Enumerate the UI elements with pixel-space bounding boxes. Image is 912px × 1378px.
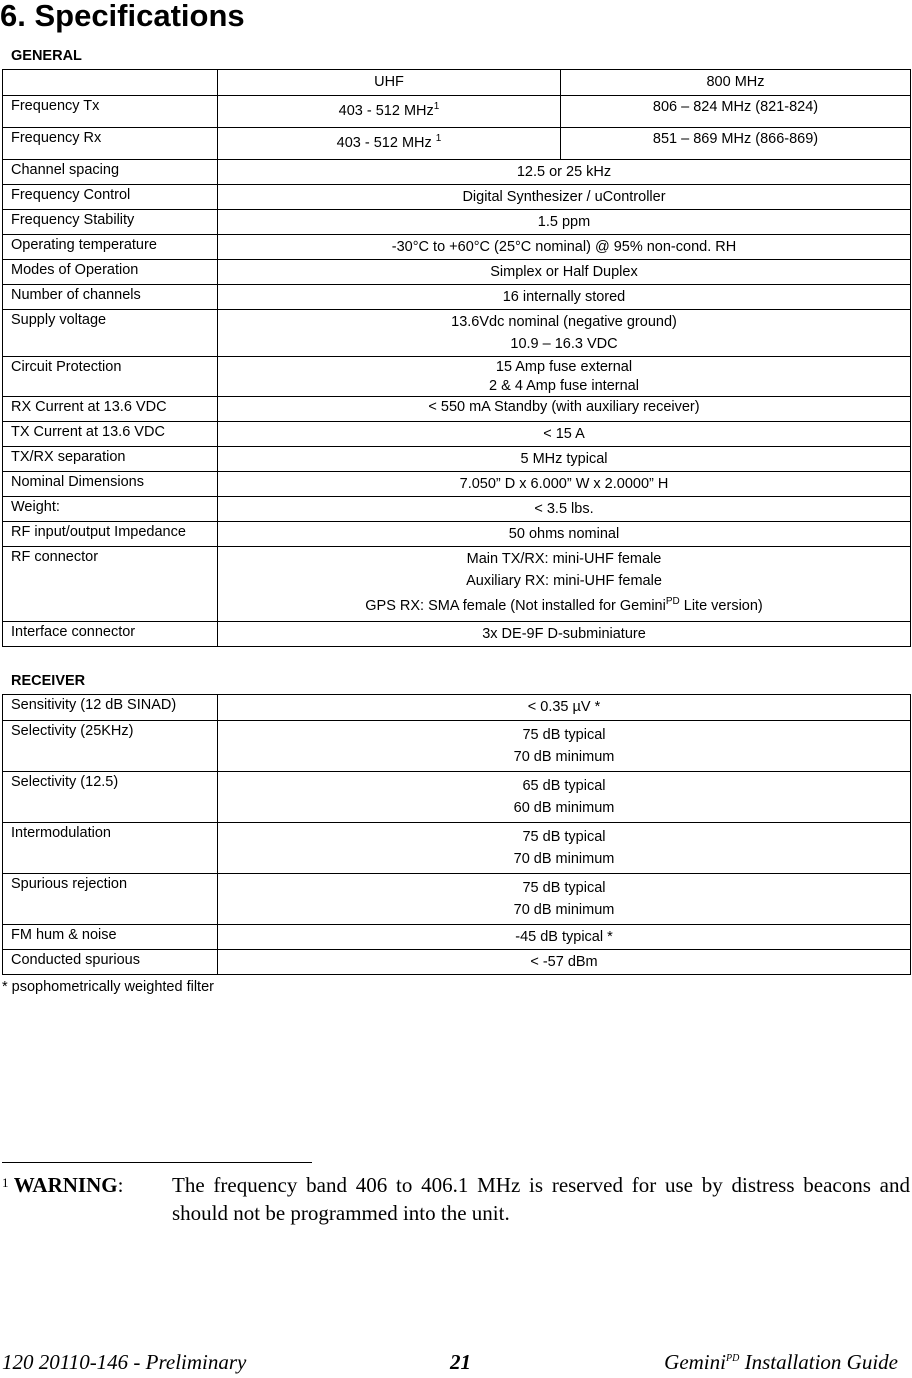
footnote-ref: 1 <box>435 133 442 145</box>
table-row <box>3 357 911 397</box>
row-value: < 15 A <box>218 422 911 447</box>
value-line: 65 dB typical <box>522 778 606 794</box>
col-header-uhf: UHF <box>218 70 561 96</box>
row-label: TX Current at 13.6 VDC <box>3 422 218 447</box>
table-row <box>3 472 911 497</box>
footer-guide-suffix: Installation Guide <box>739 1350 898 1374</box>
superscript: PD <box>665 596 680 608</box>
row-label: Intermodulation <box>3 823 218 874</box>
table-row <box>3 622 911 647</box>
table-row <box>3 260 911 285</box>
footer-page-number: 21 <box>450 1350 471 1374</box>
header-blank-cell <box>3 70 218 96</box>
table-row <box>3 522 911 547</box>
table-row <box>3 96 911 128</box>
row-label: Channel spacing <box>3 160 218 185</box>
footer-guide-title <box>664 1350 898 1375</box>
table-row <box>3 285 911 310</box>
receiver-heading: RECEIVER <box>11 673 86 689</box>
row-value <box>218 874 911 925</box>
row-value <box>218 772 911 823</box>
footnote-colon: : <box>117 1173 124 1197</box>
value-line: 75 dB typical <box>522 880 606 896</box>
row-value <box>218 547 911 622</box>
value-line: 70 dB minimum <box>513 902 615 918</box>
row-label: Supply voltage <box>3 310 218 357</box>
row-label: Spurious rejection <box>3 874 218 925</box>
receiver-note: * psophometrically weighted filter <box>2 979 214 995</box>
value-text: Lite version) <box>679 598 763 614</box>
table-row <box>3 874 911 925</box>
row-value: < -57 dBm <box>218 950 911 975</box>
row-value: Simplex or Half Duplex <box>218 260 911 285</box>
row-value <box>218 721 911 772</box>
footnote-ref: 1 <box>433 101 440 113</box>
row-label: Sensitivity (12 dB SINAD) <box>3 695 218 721</box>
row-value: -30°C to +60°C (25°C nominal) @ 95% non-cond. RH <box>218 235 911 260</box>
row-label: Operating temperature <box>3 235 218 260</box>
row-value <box>218 310 911 357</box>
row-value: 16 internally stored <box>218 285 911 310</box>
table-row <box>3 695 911 721</box>
value-line: 70 dB minimum <box>513 749 615 765</box>
row-label: Circuit Protection <box>3 357 218 397</box>
row-value-uhf <box>218 96 561 128</box>
row-label: RF connector <box>3 547 218 622</box>
table-row <box>3 950 911 975</box>
row-value-uhf <box>218 128 561 160</box>
value-line: 15 Amp fuse external <box>495 358 633 375</box>
footer-superscript: PD <box>725 1353 740 1364</box>
value-line: 75 dB typical <box>522 829 606 845</box>
row-value: -45 dB typical * <box>218 925 911 950</box>
row-label: Interface connector <box>3 622 218 647</box>
row-label: Modes of Operation <box>3 260 218 285</box>
row-label: Selectivity (12.5) <box>3 772 218 823</box>
footnote-mark: 1 <box>2 1175 9 1190</box>
value-line <box>218 592 910 620</box>
row-value: Digital Synthesizer / uController <box>218 185 911 210</box>
table-row <box>3 823 911 874</box>
value-line: 2 & 4 Amp fuse internal <box>489 377 639 394</box>
value-line: 60 dB minimum <box>513 800 615 816</box>
value-text: 403 - 512 MHz <box>336 135 436 151</box>
row-label: Frequency Control <box>3 185 218 210</box>
table-row <box>3 210 911 235</box>
value-line: 70 dB minimum <box>513 851 615 867</box>
footer-product: Gemini <box>664 1350 726 1374</box>
table-row <box>3 128 911 160</box>
value-text: 403 - 512 MHz <box>338 103 434 119</box>
table-row <box>3 397 911 422</box>
value-line: 75 dB typical <box>522 727 606 743</box>
row-label: Selectivity (25KHz) <box>3 721 218 772</box>
row-value: 50 ohms nominal <box>218 522 911 547</box>
row-label: RX Current at 13.6 VDC <box>3 397 218 422</box>
page-title: 6. Specifications <box>0 0 245 33</box>
row-value-800mhz: 806 – 824 MHz (821-824) <box>561 96 911 128</box>
table-row <box>3 160 911 185</box>
row-label: Frequency Tx <box>3 96 218 128</box>
table-row <box>3 925 911 950</box>
footnote <box>2 1171 910 1225</box>
table-row <box>3 547 911 622</box>
row-value: 12.5 or 25 kHz <box>218 160 911 185</box>
table-row <box>3 185 911 210</box>
table-row <box>3 772 911 823</box>
value-line: Main TX/RX: mini-UHF female <box>466 551 662 567</box>
table-row <box>3 447 911 472</box>
row-label: Nominal Dimensions <box>3 472 218 497</box>
footer-doc-id: 120 20110-146 - Preliminary <box>2 1350 247 1374</box>
general-spec-table <box>2 69 911 647</box>
row-label: Frequency Rx <box>3 128 218 160</box>
col-header-800mhz: 800 MHz <box>561 70 911 96</box>
value-text: GPS RX: SMA female (Not installed for Gemini <box>365 598 666 614</box>
general-heading: GENERAL <box>11 48 82 64</box>
page-footer <box>2 1350 910 1378</box>
value-line: 13.6Vdc nominal (negative ground) <box>451 314 677 330</box>
table-row <box>3 310 911 357</box>
row-label: FM hum & noise <box>3 925 218 950</box>
row-value: < 550 mA Standby (with auxiliary receiver) <box>218 397 911 422</box>
footnote-divider <box>2 1162 312 1163</box>
receiver-spec-table <box>2 694 911 975</box>
row-label: Number of channels <box>3 285 218 310</box>
table-header-row <box>3 70 911 96</box>
row-label: TX/RX separation <box>3 447 218 472</box>
row-value: 7.050” D x 6.000” W x 2.0000” H <box>218 472 911 497</box>
row-label: Frequency Stability <box>3 210 218 235</box>
footnote-text: The frequency band 406 to 406.1 MHz is reserved for use by distress beacons and should not be programmed into the unit. <box>172 1173 910 1225</box>
row-value: 5 MHz typical <box>218 447 911 472</box>
table-row <box>3 235 911 260</box>
row-value: < 3.5 lbs. <box>218 497 911 522</box>
row-label: Weight: <box>3 497 218 522</box>
footnote-heading: WARNING <box>13 1173 118 1197</box>
row-label: RF input/output Impedance <box>3 522 218 547</box>
row-value-800mhz: 851 – 869 MHz (866-869) <box>561 128 911 160</box>
row-value <box>218 823 911 874</box>
table-row <box>3 497 911 522</box>
row-value: 3x DE-9F D-subminiature <box>218 622 911 647</box>
value-line: Auxiliary RX: mini-UHF female <box>466 573 662 589</box>
row-label: Conducted spurious <box>3 950 218 975</box>
row-value: < 0.35 µV * <box>218 695 911 721</box>
row-value <box>218 357 911 397</box>
table-row <box>3 721 911 772</box>
value-line: 10.9 – 16.3 VDC <box>510 336 618 352</box>
row-value: 1.5 ppm <box>218 210 911 235</box>
table-row <box>3 422 911 447</box>
